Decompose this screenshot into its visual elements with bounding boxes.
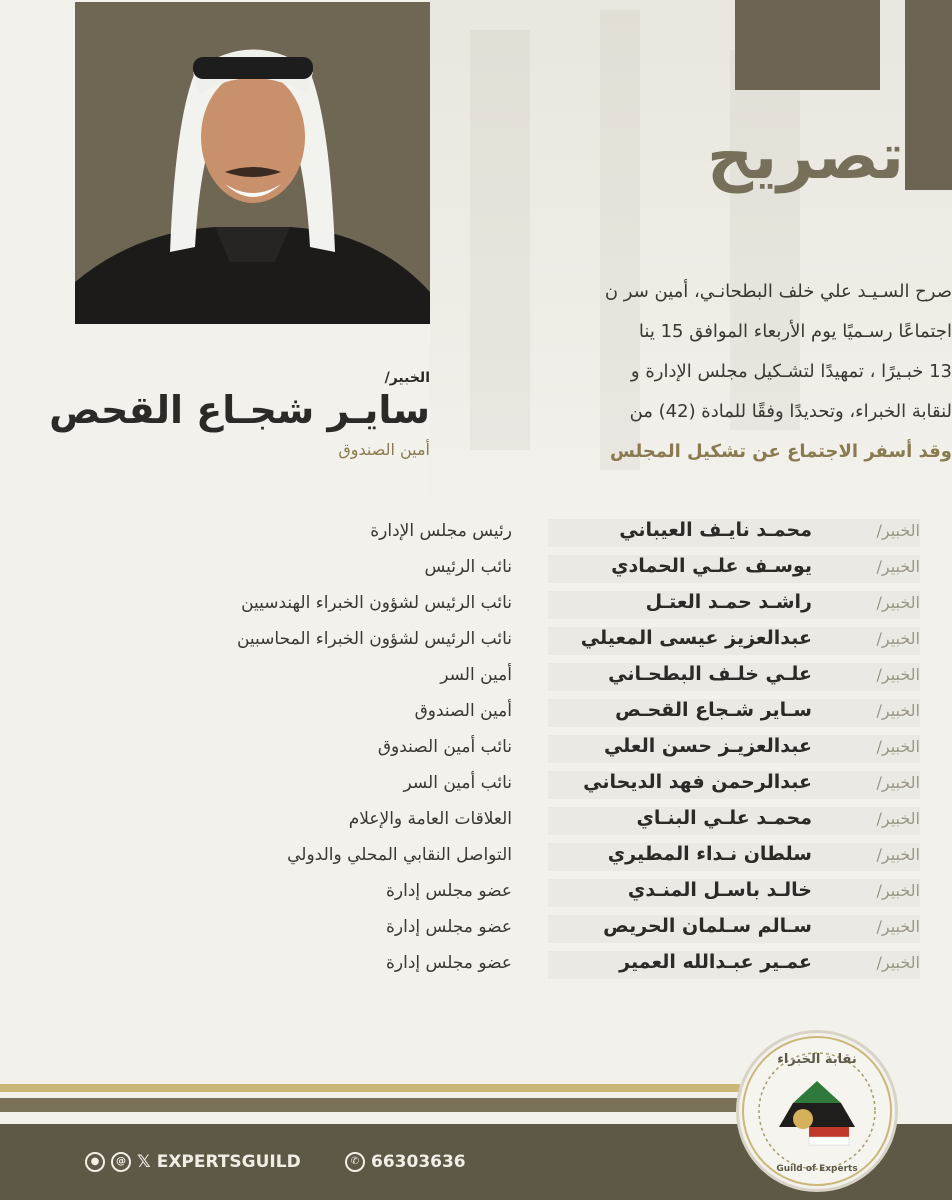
roster-row [0,839,952,875]
member-role: نائب الرئيس [424,557,512,577]
decor-bar [905,0,952,190]
member-role: رئيس مجلس الإدارة [370,521,512,541]
member-name: سـالم سـلمان الحريص [603,915,812,937]
whatsapp-icon[interactable]: ✆ [345,1152,365,1172]
intro-line: لنقابة الخبراء، وتحديدًا وفقًا للمادة (42) من [629,401,952,422]
portrait-photo [75,2,430,324]
roster-row [0,659,952,695]
member-name: عمـير عبـدالله العمير [619,951,812,973]
member-name: عبدالرحمن فهد الديحاني [583,771,812,793]
member-role: نائب أمين السر [403,773,512,793]
row-prefix: الخبير/ [876,665,920,684]
member-role: نائب الرئيس لشؤون الخبراء الهندسيين [241,593,512,613]
intro-paragraph [482,272,952,472]
member-name: عبدالعزيـز حسن العلي [603,735,812,757]
roster-row [0,911,952,947]
row-prefix: الخبير/ [876,557,920,576]
intro-line: اجتماعًا رسـميًا يوم الأربعاء الموافق 15 ينا [638,321,952,342]
member-role: عضو مجلس إدارة [386,917,512,937]
threads-icon[interactable]: @ [111,1152,131,1172]
decor-square [735,0,880,90]
phone-number: 66303636 [371,1152,466,1172]
row-prefix: الخبير/ [876,809,920,828]
roster-row [0,767,952,803]
roster-row [0,587,952,623]
logo-arabic-name: نقابة الخبراء [777,1052,857,1067]
row-prefix: الخبير/ [876,953,920,972]
member-name: عبدالعزيز عيسى المعيلي [580,627,812,649]
member-role: التواصل النقابي المحلي والدولي [287,845,512,865]
row-prefix: الخبير/ [876,737,920,756]
roster-row [0,731,952,767]
member-name: محمـد علـي البنـاي [636,807,812,829]
member-role: نائب أمين الصندوق [377,737,512,757]
olive-divider [0,1098,830,1112]
row-prefix: الخبير/ [876,521,920,540]
member-role: العلاقات العامة والإعلام [348,809,512,829]
member-role: أمين الصندوق [414,701,512,721]
guild-logo [736,1030,898,1192]
row-prefix: الخبير/ [876,701,920,720]
social-handle-text: EXPERTSGUILD [156,1152,301,1172]
member-role: عضو مجلس إدارة [386,953,512,973]
roster-row [0,515,952,551]
page-title: تصريح [706,120,904,194]
featured-role: أمين الصندوق [338,440,430,459]
member-name: راشـد حمـد العتـل [645,591,812,613]
member-name: محمـد نايـف العيباني [619,519,812,541]
roster-row [0,875,952,911]
roster-row [0,695,952,731]
gold-divider [0,1084,740,1092]
roster-row [0,803,952,839]
row-prefix: الخبير/ [876,917,920,936]
instagram-icon[interactable]: ● [85,1152,105,1172]
featured-person [49,370,430,459]
intro-line: 13 خبـيرًا ، تمهيدًا لتشـكيل مجلس الإدارة و [630,361,952,382]
featured-name: سايـر شجـاع القحص [49,388,430,432]
row-prefix: الخبير/ [876,881,920,900]
member-name: سلطان نـداء المطيري [607,843,812,865]
phone-contact[interactable] [345,1152,466,1172]
board-roster [0,515,952,983]
member-role: نائب الرئيس لشؤون الخبراء المحاسبين [236,629,512,649]
roster-row [0,623,952,659]
member-name: سـاير شـجاع القحـص [615,699,812,721]
intro-line: وقد أسفر الاجتماع عن تشكيل المجلس [610,441,952,462]
x-icon[interactable]: 𝕏 [137,1152,151,1172]
roster-row [0,551,952,587]
social-handle[interactable] [85,1152,301,1172]
intro-line: صرح السـيـد علي خلف البطحانـي، أمين سر ن [604,281,952,302]
member-role: أمين السر [440,665,512,685]
member-role: عضو مجلس إدارة [386,881,512,901]
row-prefix: الخبير/ [876,629,920,648]
member-name: خالـد باسـل المنـدي [627,879,812,901]
row-prefix: الخبير/ [876,845,920,864]
row-prefix: الخبير/ [876,773,920,792]
row-prefix: الخبير/ [876,593,920,612]
logo-english-name: Guild of Experts [776,1164,858,1174]
member-name: علـي خلـف البطحـاني [608,663,812,685]
featured-prefix: الخبير/ [384,370,430,386]
member-name: يوسـف علـي الحمادي [611,555,812,577]
roster-row [0,947,952,983]
